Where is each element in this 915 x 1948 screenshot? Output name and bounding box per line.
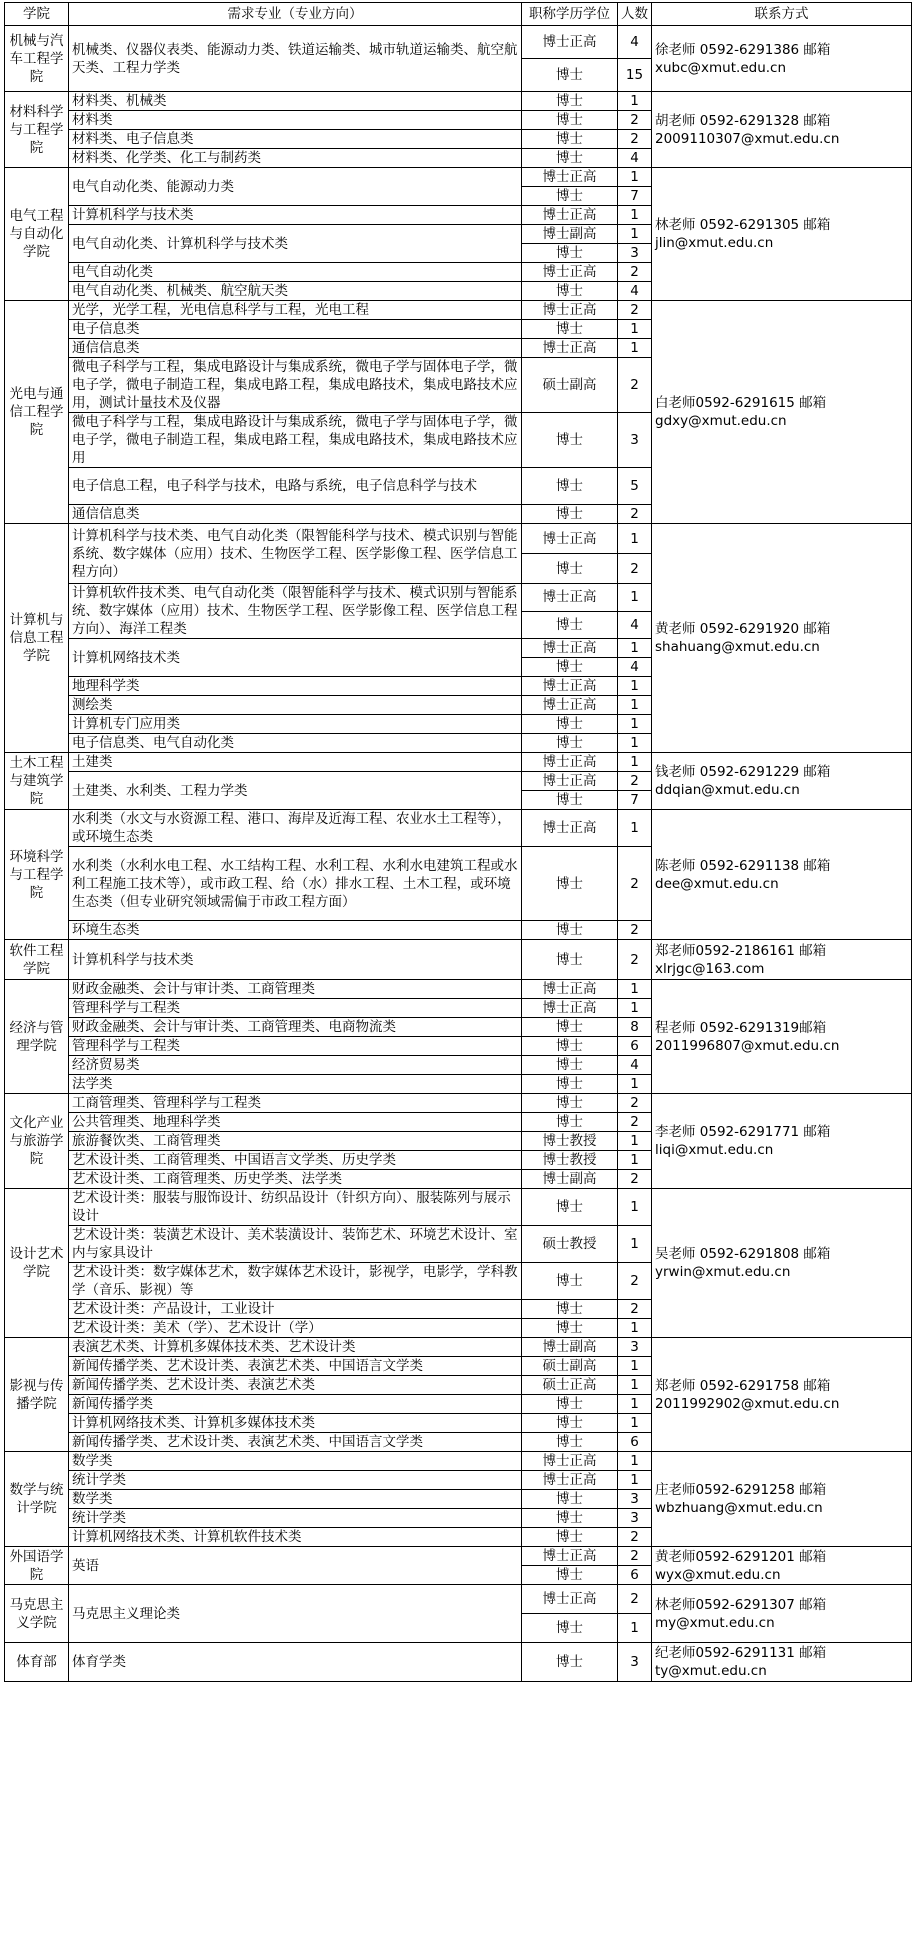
table-row	[5, 524, 912, 554]
table-header-row	[5, 3, 912, 26]
major-requirement: 微电子科学与工程，集成电路设计与集成系统，微电子学与固体电子学，微电子学，微电子制造工程，集成电路工程，集成电路技术，集成电路技术应用	[69, 413, 522, 468]
major-requirement: 统计学类	[69, 1471, 522, 1490]
headcount: 1	[618, 999, 652, 1018]
headcount: 1	[618, 810, 652, 847]
headcount: 2	[618, 554, 652, 584]
title-degree: 博士教授	[522, 1151, 618, 1170]
major-requirement: 旅游餐饮类、工商管理类	[69, 1132, 522, 1151]
major-requirement: 数学类	[69, 1490, 522, 1509]
headcount: 1	[618, 1319, 652, 1338]
headcount: 3	[618, 244, 652, 263]
school-name: 软件工程学院	[5, 940, 69, 980]
title-degree: 博士正高	[522, 524, 618, 554]
school-name: 设计艺术学院	[5, 1189, 69, 1338]
major-requirement: 表演艺术类、计算机多媒体技术类、艺术设计类	[69, 1338, 522, 1357]
table-row	[5, 168, 912, 187]
headcount: 1	[618, 1614, 652, 1643]
headcount: 1	[618, 1226, 652, 1263]
recruitment-table	[4, 2, 912, 1682]
headcount: 1	[618, 980, 652, 999]
school-name: 经济与管理学院	[5, 980, 69, 1094]
major-requirement: 艺术设计类：服装与服饰设计、纺织品设计（针织方向）、服装陈列与展示设计	[69, 1189, 522, 1226]
title-degree: 博士正高	[522, 639, 618, 658]
headcount: 6	[618, 1433, 652, 1452]
title-degree: 博士	[522, 282, 618, 301]
title-degree: 博士	[522, 921, 618, 940]
table-body	[5, 26, 912, 1682]
title-degree: 博士	[522, 1490, 618, 1509]
title-degree: 博士	[522, 1414, 618, 1433]
contact-info: 胡老师 0592-6291328 邮箱 2009110307@xmut.edu.cn	[652, 92, 912, 168]
major-requirement: 电子信息类	[69, 320, 522, 339]
major-requirement: 电气自动化类	[69, 263, 522, 282]
headcount: 2	[618, 263, 652, 282]
header-contact: 联系方式	[652, 3, 912, 26]
title-degree: 博士	[522, 187, 618, 206]
headcount: 6	[618, 1566, 652, 1585]
major-requirement: 电子信息工程，电子科学与技术，电路与系统，电子信息科学与技术	[69, 468, 522, 505]
major-requirement: 土建类、水利类、工程力学类	[69, 772, 522, 810]
major-requirement: 英语	[69, 1547, 522, 1585]
title-degree: 博士	[522, 1018, 618, 1037]
title-degree: 博士	[522, 1433, 618, 1452]
contact-info: 吴老师 0592-6291808 邮箱 yrwin@xmut.edu.cn	[652, 1189, 912, 1338]
title-degree: 博士	[522, 734, 618, 753]
title-degree: 博士正高	[522, 168, 618, 187]
major-requirement: 艺术设计类：美术（学）、艺术设计（学）	[69, 1319, 522, 1338]
school-name: 光电与通信工程学院	[5, 301, 69, 524]
major-requirement: 光学，光学工程，光电信息科学与工程，光电工程	[69, 301, 522, 320]
table-row	[5, 1452, 912, 1471]
title-degree: 博士	[522, 658, 618, 677]
headcount: 3	[618, 413, 652, 468]
title-degree: 博士	[522, 1075, 618, 1094]
major-requirement: 通信信息类	[69, 505, 522, 524]
headcount: 2	[618, 505, 652, 524]
headcount: 1	[618, 1376, 652, 1395]
major-requirement: 新闻传播学类、艺术设计类、表演艺术类、中国语言文学类	[69, 1433, 522, 1452]
school-name: 土木工程与建筑学院	[5, 753, 69, 810]
title-degree: 博士正高	[522, 263, 618, 282]
title-degree: 博士正高	[522, 696, 618, 715]
headcount: 3	[618, 1490, 652, 1509]
headcount: 2	[618, 1585, 652, 1614]
table-row	[5, 1338, 912, 1357]
title-degree: 博士	[522, 413, 618, 468]
major-requirement: 计算机软件技术类、电气自动化类（限智能科学与技术、模式识别与智能系统、数字媒体（应用）技术、生物医学工程、医学影像工程、医学信息工程方向）、海洋工程类	[69, 584, 522, 639]
school-name: 马克思主义学院	[5, 1585, 69, 1643]
headcount: 7	[618, 187, 652, 206]
major-requirement: 地理科学类	[69, 677, 522, 696]
headcount: 2	[618, 847, 652, 921]
title-degree: 博士	[522, 847, 618, 921]
headcount: 3	[618, 1338, 652, 1357]
title-degree: 博士	[522, 149, 618, 168]
headcount: 1	[618, 1471, 652, 1490]
major-requirement: 工商管理类、管理科学与工程类	[69, 1094, 522, 1113]
title-degree: 博士	[522, 1037, 618, 1056]
title-degree: 博士	[522, 92, 618, 111]
headcount: 2	[618, 940, 652, 980]
major-requirement: 数学类	[69, 1452, 522, 1471]
major-requirement: 材料类、电子信息类	[69, 130, 522, 149]
table-row	[5, 1189, 912, 1226]
headcount: 4	[618, 26, 652, 59]
major-requirement: 新闻传播学类	[69, 1395, 522, 1414]
major-requirement: 电子信息类、电气自动化类	[69, 734, 522, 753]
title-degree: 博士	[522, 111, 618, 130]
recruitment-table-container	[4, 2, 911, 1682]
table-row	[5, 92, 912, 111]
headcount: 1	[618, 206, 652, 225]
headcount: 4	[618, 611, 652, 639]
title-degree: 博士	[522, 130, 618, 149]
major-requirement: 计算机网络技术类、计算机软件技术类	[69, 1528, 522, 1547]
title-degree: 博士正高	[522, 677, 618, 696]
headcount: 1	[618, 92, 652, 111]
title-degree: 博士教授	[522, 1132, 618, 1151]
title-degree: 博士	[522, 1528, 618, 1547]
school-name: 文化产业与旅游学院	[5, 1094, 69, 1189]
title-degree: 博士	[522, 1056, 618, 1075]
contact-info: 林老师 0592-6291305 邮箱 jlin@xmut.edu.cn	[652, 168, 912, 301]
major-requirement: 计算机科学与技术类	[69, 940, 522, 980]
headcount: 6	[618, 1037, 652, 1056]
headcount: 1	[618, 1189, 652, 1226]
title-degree: 博士副高	[522, 1338, 618, 1357]
contact-info: 郑老师0592-2186161 邮箱 xlrjgc@163.com	[652, 940, 912, 980]
title-degree: 博士正高	[522, 1547, 618, 1566]
major-requirement: 电气自动化类、计算机科学与技术类	[69, 225, 522, 263]
headcount: 1	[618, 1151, 652, 1170]
title-degree: 博士	[522, 468, 618, 505]
title-degree: 博士	[522, 1566, 618, 1585]
headcount: 2	[618, 301, 652, 320]
title-degree: 博士	[522, 244, 618, 263]
headcount: 1	[618, 1452, 652, 1471]
school-name: 外国语学院	[5, 1547, 69, 1585]
title-degree: 博士正高	[522, 339, 618, 358]
headcount: 1	[618, 696, 652, 715]
major-requirement: 测绘类	[69, 696, 522, 715]
title-degree: 博士正高	[522, 810, 618, 847]
headcount: 1	[618, 584, 652, 612]
major-requirement: 土建类	[69, 753, 522, 772]
table-row	[5, 1547, 912, 1566]
contact-info: 纪老师0592-6291131 邮箱 ty@xmut.edu.cn	[652, 1643, 912, 1682]
table-row	[5, 810, 912, 847]
title-degree: 博士正高	[522, 1452, 618, 1471]
headcount: 5	[618, 468, 652, 505]
major-requirement: 艺术设计类：装潢艺术设计、美术装潢设计、装饰艺术、环境艺术设计、室内与家具设计	[69, 1226, 522, 1263]
school-name: 体育部	[5, 1643, 69, 1682]
major-requirement: 艺术设计类、工商管理类、中国语言文学类、历史学类	[69, 1151, 522, 1170]
title-degree: 硕士教授	[522, 1226, 618, 1263]
major-requirement: 法学类	[69, 1075, 522, 1094]
major-requirement: 新闻传播学类、艺术设计类、表演艺术类	[69, 1376, 522, 1395]
headcount: 1	[618, 225, 652, 244]
contact-info: 林老师0592-6291307 邮箱 my@xmut.edu.cn	[652, 1585, 912, 1643]
title-degree: 博士正高	[522, 753, 618, 772]
headcount: 1	[618, 1357, 652, 1376]
contact-info: 程老师 0592-6291319邮箱 2011996807@xmut.edu.cn	[652, 980, 912, 1094]
headcount: 1	[618, 168, 652, 187]
major-requirement: 艺术设计类：数字媒体艺术，数字媒体艺术设计，影视学，电影学，学科教学（音乐、影视）等	[69, 1263, 522, 1300]
headcount: 2	[618, 1528, 652, 1547]
headcount: 1	[618, 639, 652, 658]
title-degree: 博士副高	[522, 225, 618, 244]
title-degree: 硕士正高	[522, 1376, 618, 1395]
headcount: 1	[618, 1414, 652, 1433]
major-requirement: 计算机专门应用类	[69, 715, 522, 734]
headcount: 4	[618, 658, 652, 677]
headcount: 1	[618, 1395, 652, 1414]
school-name: 材料科学与工程学院	[5, 92, 69, 168]
headcount: 2	[618, 1170, 652, 1189]
contact-info: 白老师0592-6291615 邮箱 gdxy@xmut.edu.cn	[652, 301, 912, 524]
major-requirement: 水利类（水利水电工程、水工结构工程、水利工程、水利水电建筑工程或水利工程施工技术等），或市政工程、给（水）排水工程、土木工程，或环境生态类（但专业研究领域需偏于市政工程方面）	[69, 847, 522, 921]
headcount: 1	[618, 715, 652, 734]
school-name: 数学与统计学院	[5, 1452, 69, 1547]
major-requirement: 材料类、化学类、化工与制药类	[69, 149, 522, 168]
headcount: 1	[618, 753, 652, 772]
title-degree: 硕士副高	[522, 358, 618, 413]
table-row	[5, 26, 912, 59]
table-row	[5, 1643, 912, 1682]
contact-info: 李老师 0592-6291771 邮箱 liqi@xmut.edu.cn	[652, 1094, 912, 1189]
title-degree: 博士	[522, 940, 618, 980]
contact-info: 郑老师 0592-6291758 邮箱 2011992902@xmut.edu.cn	[652, 1338, 912, 1452]
school-name: 机械与汽车工程学院	[5, 26, 69, 92]
headcount: 4	[618, 1056, 652, 1075]
contact-info: 徐老师 0592-6291386 邮箱 xubc@xmut.edu.cn	[652, 26, 912, 92]
title-degree: 博士	[522, 1643, 618, 1682]
title-degree: 博士	[522, 1263, 618, 1300]
headcount: 15	[618, 59, 652, 92]
header-school: 学院	[5, 3, 69, 26]
title-degree: 博士	[522, 1189, 618, 1226]
title-degree: 博士	[522, 1509, 618, 1528]
headcount: 2	[618, 1094, 652, 1113]
major-requirement: 环境生态类	[69, 921, 522, 940]
major-requirement: 计算机网络技术类	[69, 639, 522, 677]
major-requirement: 电气自动化类、机械类、航空航天类	[69, 282, 522, 301]
headcount: 4	[618, 149, 652, 168]
major-requirement: 微电子科学与工程，集成电路设计与集成系统，微电子学与固体电子学，微电子学，微电子制造工程，集成电路工程，集成电路技术，集成电路技术应用，测试计量技术及仪器	[69, 358, 522, 413]
headcount: 1	[618, 339, 652, 358]
headcount: 1	[618, 1075, 652, 1094]
major-requirement: 材料类、机械类	[69, 92, 522, 111]
title-degree: 博士	[522, 59, 618, 92]
table-row	[5, 301, 912, 320]
headcount: 1	[618, 734, 652, 753]
title-degree: 博士正高	[522, 980, 618, 999]
title-degree: 博士	[522, 1113, 618, 1132]
major-requirement: 体育学类	[69, 1643, 522, 1682]
major-requirement: 管理科学与工程类	[69, 1037, 522, 1056]
major-requirement: 公共管理类、地理科学类	[69, 1113, 522, 1132]
title-degree: 博士正高	[522, 301, 618, 320]
title-degree: 博士正高	[522, 772, 618, 791]
school-name: 环境科学与工程学院	[5, 810, 69, 940]
headcount: 2	[618, 130, 652, 149]
headcount: 2	[618, 111, 652, 130]
title-degree: 博士	[522, 611, 618, 639]
headcount: 2	[618, 1113, 652, 1132]
title-degree: 博士	[522, 1319, 618, 1338]
headcount: 4	[618, 282, 652, 301]
table-row	[5, 1094, 912, 1113]
title-degree: 博士正高	[522, 1585, 618, 1614]
contact-info: 黄老师 0592-6291920 邮箱 shahuang@xmut.edu.cn	[652, 524, 912, 753]
title-degree: 博士	[522, 554, 618, 584]
headcount: 2	[618, 1300, 652, 1319]
headcount: 7	[618, 791, 652, 810]
headcount: 2	[618, 1547, 652, 1566]
major-requirement: 水利类（水文与水资源工程、港口、海岸及近海工程、农业水土工程等），或环境生态类	[69, 810, 522, 847]
headcount: 1	[618, 677, 652, 696]
major-requirement: 财政金融类、会计与审计类、工商管理类	[69, 980, 522, 999]
contact-info: 黄老师0592-6291201 邮箱 wyx@xmut.edu.cn	[652, 1547, 912, 1585]
headcount: 1	[618, 320, 652, 339]
contact-info: 庄老师0592-6291258 邮箱 wbzhuang@xmut.edu.cn	[652, 1452, 912, 1547]
title-degree: 硕士副高	[522, 1357, 618, 1376]
major-requirement: 计算机网络技术类、计算机多媒体技术类	[69, 1414, 522, 1433]
headcount: 2	[618, 921, 652, 940]
major-requirement: 艺术设计类：产品设计，工业设计	[69, 1300, 522, 1319]
title-degree: 博士正高	[522, 584, 618, 612]
headcount: 1	[618, 1132, 652, 1151]
major-requirement: 计算机科学与技术类、电气自动化类（限智能科学与技术、模式识别与智能系统、数字媒体（应用）技术、生物医学工程、医学影像工程、医学信息工程方向）	[69, 524, 522, 584]
contact-info: 陈老师 0592-6291138 邮箱 dee@xmut.edu.cn	[652, 810, 912, 940]
title-degree: 博士	[522, 715, 618, 734]
headcount: 1	[618, 524, 652, 554]
header-count: 人数	[618, 3, 652, 26]
title-degree: 博士	[522, 1300, 618, 1319]
school-name: 电气工程与自动化学院	[5, 168, 69, 301]
title-degree: 博士正高	[522, 206, 618, 225]
major-requirement: 管理科学与工程类	[69, 999, 522, 1018]
headcount: 2	[618, 358, 652, 413]
major-requirement: 新闻传播学类、艺术设计类、表演艺术类、中国语言文学类	[69, 1357, 522, 1376]
table-row	[5, 940, 912, 980]
table-row	[5, 980, 912, 999]
title-degree: 博士	[522, 1094, 618, 1113]
major-requirement: 通信信息类	[69, 339, 522, 358]
title-degree: 博士副高	[522, 1170, 618, 1189]
headcount: 8	[618, 1018, 652, 1037]
title-degree: 博士	[522, 320, 618, 339]
title-degree: 博士	[522, 1395, 618, 1414]
major-requirement: 财政金融类、会计与审计类、工商管理类、电商物流类	[69, 1018, 522, 1037]
table-row	[5, 1585, 912, 1614]
major-requirement: 材料类	[69, 111, 522, 130]
header-major: 需求专业（专业方向）	[69, 3, 522, 26]
title-degree: 博士正高	[522, 999, 618, 1018]
school-name: 计算机与信息工程学院	[5, 524, 69, 753]
school-name: 影视与传播学院	[5, 1338, 69, 1452]
major-requirement: 电气自动化类、能源动力类	[69, 168, 522, 206]
headcount: 2	[618, 772, 652, 791]
major-requirement: 马克思主义理论类	[69, 1585, 522, 1643]
headcount: 3	[618, 1643, 652, 1682]
contact-info: 钱老师 0592-6291229 邮箱 ddqian@xmut.edu.cn	[652, 753, 912, 810]
headcount: 3	[618, 1509, 652, 1528]
major-requirement: 统计学类	[69, 1509, 522, 1528]
title-degree: 博士	[522, 1614, 618, 1643]
major-requirement: 经济贸易类	[69, 1056, 522, 1075]
major-requirement: 艺术设计类、工商管理类、历史学类、法学类	[69, 1170, 522, 1189]
title-degree: 博士	[522, 791, 618, 810]
header-title: 职称学历学位	[522, 3, 618, 26]
title-degree: 博士正高	[522, 1471, 618, 1490]
title-degree: 博士	[522, 505, 618, 524]
table-row	[5, 753, 912, 772]
major-requirement: 机械类、仪器仪表类、能源动力类、铁道运输类、城市轨道运输类、航空航天类、工程力学类	[69, 26, 522, 92]
major-requirement: 计算机科学与技术类	[69, 206, 522, 225]
title-degree: 博士正高	[522, 26, 618, 59]
headcount: 2	[618, 1263, 652, 1300]
